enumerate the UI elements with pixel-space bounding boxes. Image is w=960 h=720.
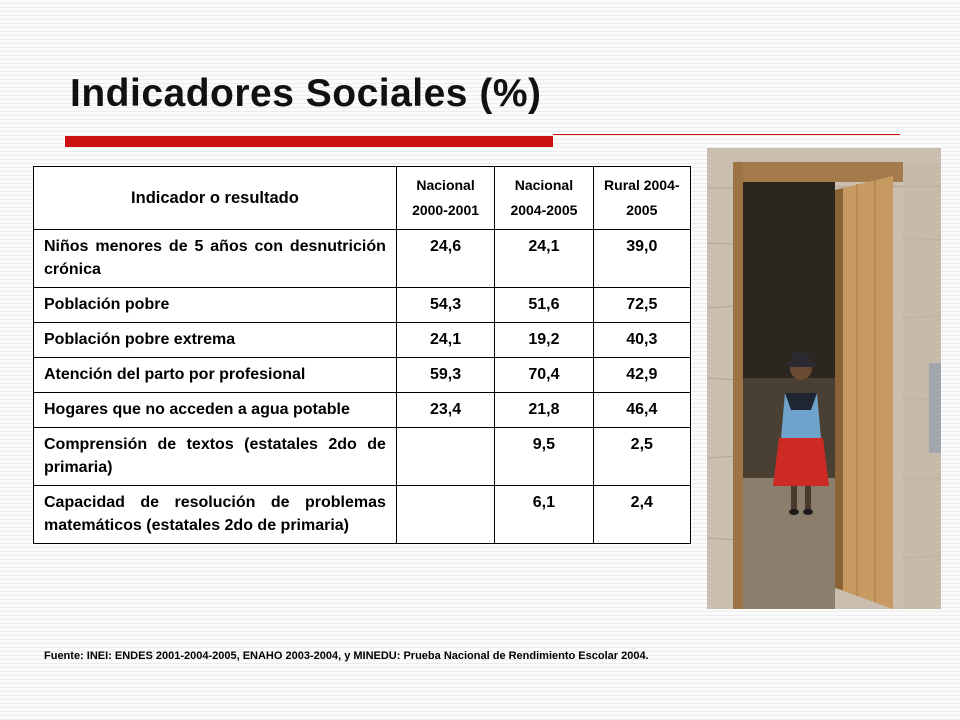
header-indicator: Indicador o resultado [34,167,397,230]
cell-rural-2004: 2,5 [593,428,690,486]
row-label: Población pobre extrema [34,323,397,358]
title-underline-thin [553,134,900,135]
cell-rural-2004: 42,9 [593,358,690,393]
cell-nacional-2000: 59,3 [396,358,494,393]
row-label: Población pobre [34,288,397,323]
cell-nacional-2000 [396,428,494,486]
cell-nacional-2004: 19,2 [495,323,593,358]
cell-nacional-2000 [396,486,494,544]
table-row [34,428,691,486]
cell-nacional-2000: 24,6 [396,230,494,288]
table-row [34,486,691,544]
header-rural-2004-2005: Rural 2004-2005 [593,167,690,230]
table-row [34,230,691,288]
cell-nacional-2000: 54,3 [396,288,494,323]
header-nacional-2004-2005: Nacional 2004-2005 [495,167,593,230]
cell-nacional-2004: 70,4 [495,358,593,393]
cell-rural-2004: 72,5 [593,288,690,323]
table-row [34,288,691,323]
page-title: Indicadores Sociales (%) [70,72,542,115]
cell-nacional-2004: 9,5 [495,428,593,486]
header-nacional-2000-2001: Nacional 2000-2001 [396,167,494,230]
cell-nacional-2000: 23,4 [396,393,494,428]
row-label: Comprensión de textos (estatales 2do de primaria) [34,428,397,486]
row-label: Hogares que no acceden a agua potable [34,393,397,428]
cell-rural-2004: 46,4 [593,393,690,428]
cell-nacional-2004: 21,8 [495,393,593,428]
indicators-table [33,166,691,544]
table-row [34,358,691,393]
cell-rural-2004: 2,4 [593,486,690,544]
cell-rural-2004: 40,3 [593,323,690,358]
cell-nacional-2004: 24,1 [495,230,593,288]
cell-nacional-2004: 6,1 [495,486,593,544]
source-note: Fuente: INEI: ENDES 2001-2004-2005, ENAHO 2003-2004, y MINEDU: Prueba Nacional de Rendimiento Escolar 2004. [44,650,649,662]
cell-rural-2004: 39,0 [593,230,690,288]
title-underline-red [65,136,553,147]
table-row [34,323,691,358]
cell-nacional-2000: 24,1 [396,323,494,358]
cell-nacional-2004: 51,6 [495,288,593,323]
row-label: Atención del parto por profesional [34,358,397,393]
row-label: Capacidad de resolución de problemas matemáticos (estatales 2do de primaria) [34,486,397,544]
table-row [34,393,691,428]
row-label: Niños menores de 5 años con desnutrición crónica [34,230,397,288]
table-header-row [34,167,691,230]
photo-girl-in-doorway [707,148,941,609]
